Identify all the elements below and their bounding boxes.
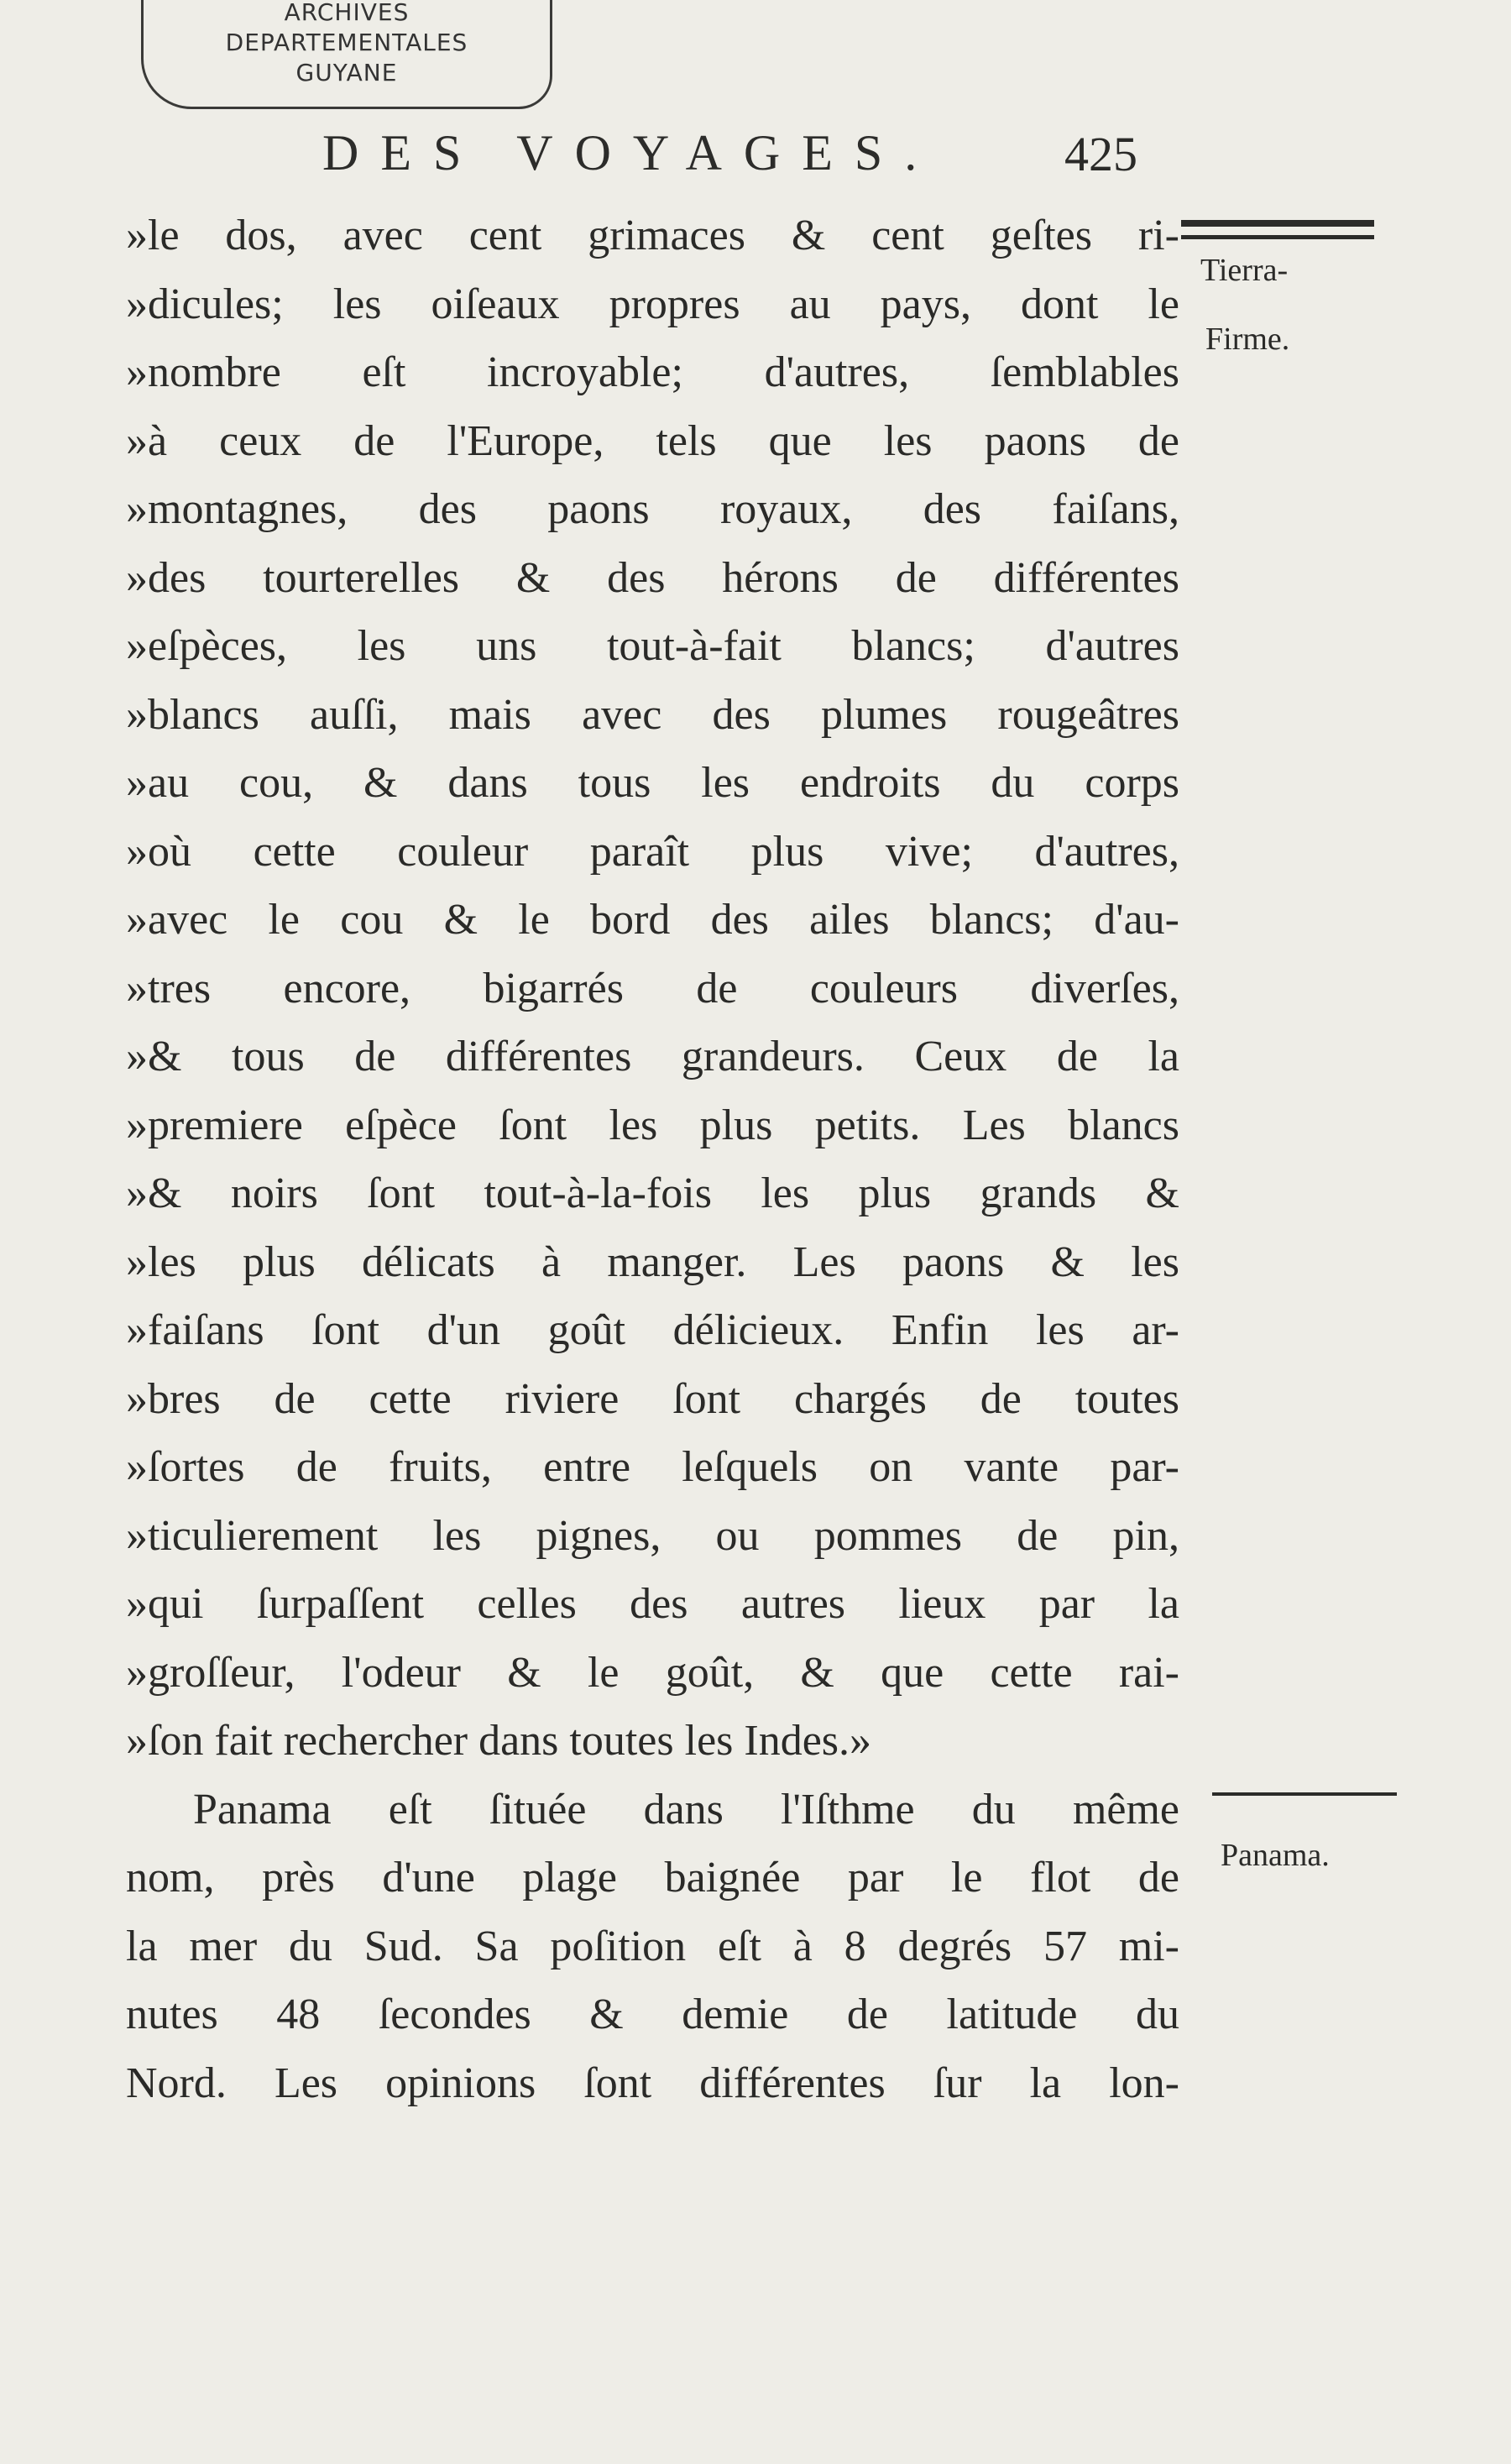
text-line: »blancs auſſi, mais avec des plumes rougeâtres bbox=[126, 690, 1179, 739]
margin-note-tierra: Tierra- bbox=[1200, 253, 1289, 288]
body-text bbox=[126, 201, 1179, 2117]
text-line: »les plus délicats à manger. Les paons & les bbox=[126, 1237, 1179, 1286]
page-number: 425 bbox=[1064, 127, 1137, 181]
stamp-line: GUYANE bbox=[295, 59, 398, 86]
stamp-line: ARCHIVES bbox=[284, 0, 410, 26]
text-line: »où cette couleur paraît plus vive; d'autres, bbox=[126, 827, 1179, 876]
text-line: »montagnes, des paons royaux, des faiſans, bbox=[126, 485, 1179, 533]
text-line: »& tous de différentes grandeurs. Ceux de la bbox=[126, 1033, 1179, 1080]
text-line: »groſſeur, l'odeur & le goût, & que cette rai- bbox=[126, 1648, 1179, 1697]
text-line: »nombre eſt incroyable; d'autres, ſemblables bbox=[126, 348, 1179, 396]
margin-note-panama: Panama. bbox=[1221, 1838, 1330, 1873]
text-line: Nord. Les opinions ſont différentes ſur la lon- bbox=[126, 2059, 1179, 2107]
text-line: nutes 48 ſecondes & demie de latitude du bbox=[126, 1991, 1179, 2038]
text-line: »premiere eſpèce ſont les plus petits. Les blancs bbox=[126, 1101, 1179, 1149]
text-line: »au cou, & dans tous les endroits du corps bbox=[126, 759, 1179, 807]
text-line: »des tourterelles & des hérons de différentes bbox=[126, 553, 1179, 602]
text-line: »dicules; les oiſeaux propres au pays, dont le bbox=[126, 280, 1179, 328]
text-line: »ſortes de fruits, entre leſquels on vante par- bbox=[126, 1443, 1179, 1491]
text-line: »tres encore, bigarrés de couleurs diverſes, bbox=[126, 964, 1179, 1012]
text-line: Panama eſt ſituée dans l'Iſthme du même bbox=[193, 1785, 1179, 1834]
stamp-line: DEPARTEMENTALES bbox=[225, 29, 468, 56]
double-rule-top bbox=[1181, 220, 1374, 227]
text-line: »ſon fait rechercher dans toutes les Indes.» bbox=[126, 1717, 872, 1765]
margin-note-firme: Firme. bbox=[1205, 322, 1290, 357]
text-line: »le dos, avec cent grimaces & cent geſtes ri- bbox=[126, 212, 1179, 259]
text-line: la mer du Sud. Sa poſition eſt à 8 degrés 57 mi- bbox=[126, 1922, 1179, 1970]
text-line: »avec le cou & le bord des ailes blancs; d'au- bbox=[126, 896, 1179, 944]
text-line: nom, près d'une plage baignée par le flot de bbox=[126, 1854, 1179, 1902]
text-line: »faiſans ſont d'un goût délicieux. Enfin les ar- bbox=[126, 1306, 1179, 1354]
archive-stamp bbox=[141, 0, 552, 109]
margin-rule-panama bbox=[1212, 1792, 1397, 1796]
double-rule-bottom bbox=[1181, 235, 1374, 239]
running-title: DES VOYAGES. bbox=[322, 125, 939, 180]
text-line: »ticulierement les pignes, ou pommes de pin, bbox=[126, 1511, 1179, 1560]
text-line: »bres de cette riviere ſont chargés de toutes bbox=[126, 1374, 1179, 1423]
text-line: »eſpèces, les uns tout-à-fait blancs; d'autres bbox=[126, 622, 1179, 670]
text-line: »qui ſurpaſſent celles des autres lieux par la bbox=[126, 1580, 1179, 1628]
text-line: »& noirs ſont tout-à-la-fois les plus grands & bbox=[126, 1169, 1179, 1217]
text-line: »à ceux de l'Europe, tels que les paons de bbox=[126, 416, 1179, 465]
